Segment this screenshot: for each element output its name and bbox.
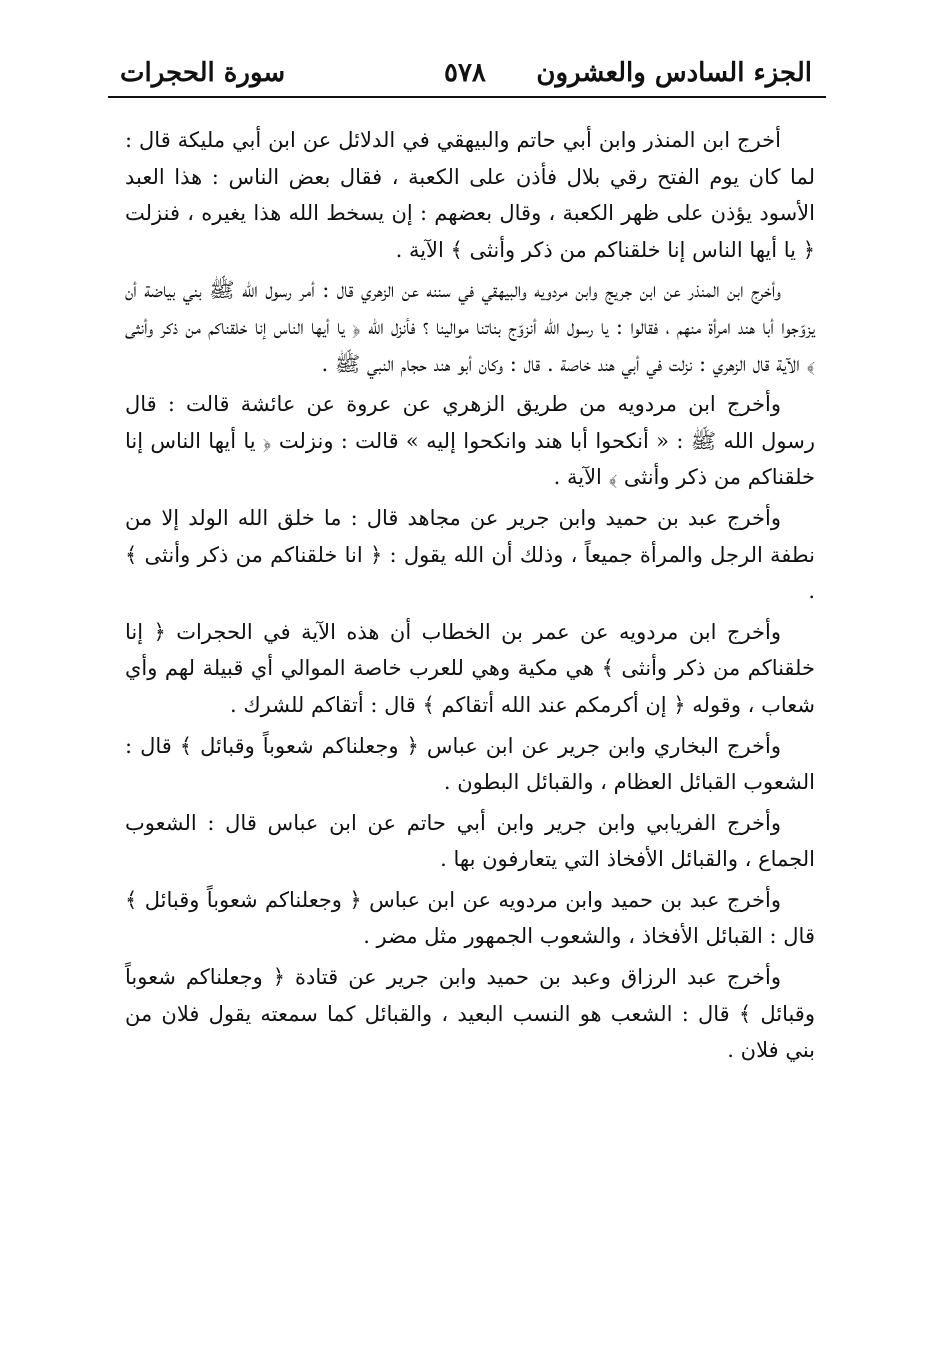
paragraph: وأخرج ابن مردويه عن عمر بن الخطاب أن هذه الآية في الحجرات ﴿ إنا خلقناكم من ذكر وأنثى ﴾ هي مكية وهي للعرب خاصة الموالي أي قبيلة لهم وأي شعاب ، وقوله ﴿ إن أكرمكم عند الله أتقاكم ﴾ قال : أتقاكم للشرك . — [125, 619, 815, 717]
paragraph: أخرج ابن المنذر وابن أبي حاتم والبيهقي في الدلائل عن ابن أبي مليكة قال : لما كان يوم الفتح رقي بلال فأذن على الكعبة ، فقال بعض الناس : هذا العبد الأسود يؤذن على ظهر الكعبة ، وقال بعضهم : إن يسخط الله هذا يغيره ، فنزلت ﴿ يا أيها الناس إنا خلقناكم من ذكر وأنثى ﴾ الآية . — [125, 128, 815, 262]
paragraph: وأخرج البخاري وابن جرير عن ابن عباس ﴿ وجعلناكم شعوباً وقبائل ﴾ قال : الشعوب القبائل العظام ، والقبائل البطون . — [125, 733, 815, 795]
part-title: الجزء السادس والعشرون — [536, 58, 812, 88]
paragraph: وأخرج عبد بن حميد وابن جرير عن مجاهد قال : ما خلق الله الولد إلا من نطفة الرجل والمرأة جميعاً ، وذلك أن الله يقول : ﴿ انا خلقناكم من ذكر وأنثى ﴾ . — [125, 505, 815, 604]
page-number: ٥٧٨ — [444, 58, 486, 88]
paragraph: وأخرج ابن المنذر عن ابن جريج وابن مردويه والبيهقي في سننه عن الزهري قال : أمر رسول الله ﷺ بني بياضة أن يزوّجوا أبا هند امرأة منهم ، فقالوا : يا رسول الله أنزوّج بناتنا موالينا ؟ فأنزل الله ﴿ يا أيها الناس إنا خلقناكم من ذكر وأنثى ﴾ الآية قال الزهري : نزلت في أبي هند خاصة . قال : وكان أبو هند حجام النبي ﷺ . — [125, 278, 815, 376]
surah-title: سورة الحجرات — [120, 58, 286, 88]
page-header — [108, 50, 826, 98]
paragraph: وأخرج ابن مردويه من طريق الزهري عن عروة عن عائشة قالت : قال رسول الله ﷺ : « أنكحوا أبا هند وانكحوا إليه » قالت : ونزلت ﴿ يا أيها الناس إنا خلقناكم من ذكر وأنثى ﴾ الآية . — [125, 392, 815, 490]
paragraph: وأخرج عبد بن حميد وابن مردويه عن ابن عباس ﴿ وجعلناكم شعوباً وقبائل ﴾ قال : القبائل الأفخاذ ، والشعوب الجمهور مثل مضر . — [125, 887, 815, 949]
paragraph: وأخرج الفريابي وابن جرير وابن أبي حاتم عن ابن عباس قال : الشعوب الجماع ، والقبائل الأفخاذ التي يتعارفون بها . — [125, 810, 815, 872]
paragraph: وأخرج عبد الرزاق وعبد بن حميد وابن جرير عن قتادة ﴿ وجعلناكم شعوباً وقبائل ﴾ قال : الشعب هو النسب البعيد ، والقبائل كما سمعته يقول فلان من بني فلان . — [125, 965, 815, 1063]
page-body — [125, 122, 815, 1073]
